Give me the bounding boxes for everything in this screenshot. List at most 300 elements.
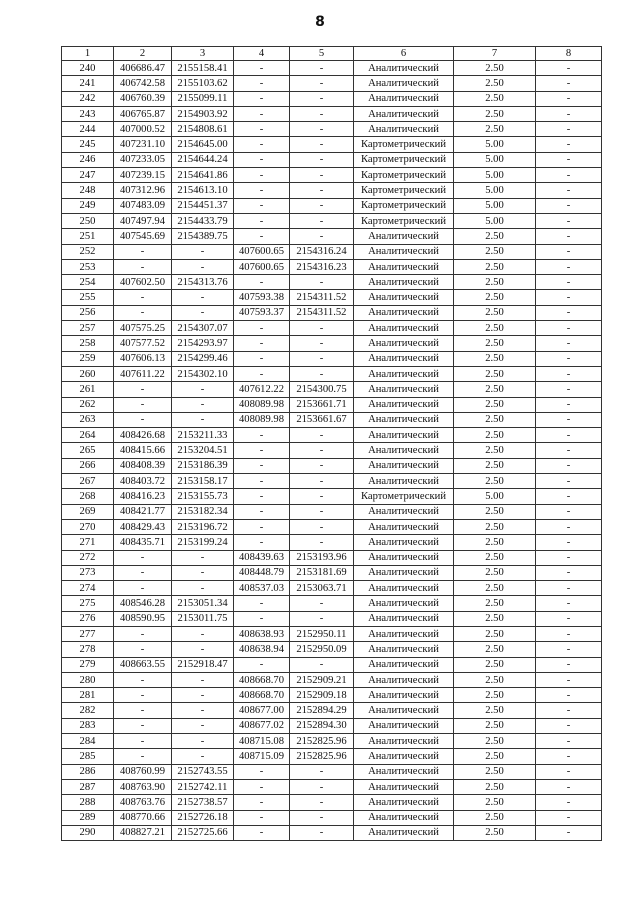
table-cell: 2152726.18	[172, 810, 234, 825]
table-cell: 407602.50	[114, 275, 172, 290]
table-cell: 407593.38	[234, 290, 290, 305]
table-cell: -	[114, 734, 172, 749]
table-cell: 277	[62, 626, 114, 641]
table-cell: -	[172, 565, 234, 580]
table-cell: -	[234, 535, 290, 550]
table-cell: 408770.66	[114, 810, 172, 825]
table-cell: 408439.63	[234, 550, 290, 565]
table-cell: 2.50	[454, 535, 536, 550]
table-row	[62, 259, 602, 274]
table-cell: 2153661.67	[290, 412, 354, 427]
table-cell: Аналитический	[354, 596, 454, 611]
table-cell: 254	[62, 275, 114, 290]
table-cell: -	[536, 535, 602, 550]
table-row	[62, 596, 602, 611]
table-row	[62, 443, 602, 458]
table-cell: 2.50	[454, 519, 536, 534]
table-cell: -	[114, 305, 172, 320]
table-cell: 408715.09	[234, 749, 290, 764]
table-cell: -	[234, 504, 290, 519]
table-row	[62, 504, 602, 519]
table-cell: -	[536, 336, 602, 351]
table-cell: 2.50	[454, 764, 536, 779]
table-row	[62, 565, 602, 580]
table-cell: -	[536, 779, 602, 794]
table-cell: -	[536, 76, 602, 91]
table-cell: -	[234, 795, 290, 810]
table-cell: -	[290, 183, 354, 198]
table-cell: 5.00	[454, 152, 536, 167]
table-cell: -	[536, 275, 602, 290]
table-cell: -	[536, 259, 602, 274]
table-cell: 2153158.17	[172, 474, 234, 489]
table-cell: -	[172, 734, 234, 749]
table-cell: -	[114, 382, 172, 397]
table-cell: -	[114, 565, 172, 580]
table-cell: 243	[62, 106, 114, 121]
table-cell: -	[290, 489, 354, 504]
table-cell: -	[114, 718, 172, 733]
table-cell: -	[114, 397, 172, 412]
table-cell: 2.50	[454, 305, 536, 320]
table-row	[62, 397, 602, 412]
table-cell: 2.50	[454, 504, 536, 519]
table-cell: -	[290, 168, 354, 183]
table-cell: Аналитический	[354, 428, 454, 443]
table-cell: Аналитический	[354, 412, 454, 427]
table-cell: -	[536, 718, 602, 733]
table-cell: -	[536, 137, 602, 152]
table-cell: -	[114, 412, 172, 427]
table-cell: -	[234, 351, 290, 366]
column-header: 5	[290, 47, 354, 61]
table-cell: 2152825.96	[290, 734, 354, 749]
table-cell: 407575.25	[114, 321, 172, 336]
table-cell: 2.50	[454, 244, 536, 259]
table-cell: -	[290, 61, 354, 76]
table-cell: Аналитический	[354, 351, 454, 366]
table-cell: -	[114, 626, 172, 641]
table-row	[62, 61, 602, 76]
table-cell: 2.50	[454, 458, 536, 473]
table-cell: -	[172, 550, 234, 565]
table-cell: -	[172, 688, 234, 703]
table-cell: -	[234, 183, 290, 198]
table-cell: 286	[62, 764, 114, 779]
table-row	[62, 810, 602, 825]
table-cell: -	[114, 688, 172, 703]
table-cell: 407497.94	[114, 213, 172, 228]
table-row	[62, 137, 602, 152]
table-cell: Аналитический	[354, 504, 454, 519]
table-cell: Аналитический	[354, 366, 454, 381]
table-cell: -	[536, 825, 602, 840]
table-cell: -	[290, 106, 354, 121]
table-cell: 2.50	[454, 550, 536, 565]
table-cell: -	[234, 152, 290, 167]
table-cell: 2152950.09	[290, 642, 354, 657]
table-row	[62, 351, 602, 366]
table-cell: -	[234, 213, 290, 228]
table-cell: 271	[62, 535, 114, 550]
table-cell: -	[536, 61, 602, 76]
table-cell: -	[290, 76, 354, 91]
table-cell: -	[234, 519, 290, 534]
table-cell: Аналитический	[354, 611, 454, 626]
table-cell: -	[290, 504, 354, 519]
table-cell: -	[290, 535, 354, 550]
table-cell: -	[172, 626, 234, 641]
table-cell: Картометрический	[354, 183, 454, 198]
table-cell: Аналитический	[354, 458, 454, 473]
table-cell: 251	[62, 229, 114, 244]
table-cell: -	[172, 581, 234, 596]
table-row	[62, 795, 602, 810]
table-cell: -	[536, 810, 602, 825]
table-cell: 275	[62, 596, 114, 611]
table-cell: 408763.76	[114, 795, 172, 810]
table-cell: -	[290, 137, 354, 152]
table-cell: 408403.72	[114, 474, 172, 489]
column-header: 6	[354, 47, 454, 61]
table-cell: -	[234, 428, 290, 443]
table-row	[62, 229, 602, 244]
table-cell: 408668.70	[234, 672, 290, 687]
table-cell: -	[234, 321, 290, 336]
table-cell: Аналитический	[354, 734, 454, 749]
table-row	[62, 672, 602, 687]
table-cell: 408421.77	[114, 504, 172, 519]
table-cell: -	[234, 611, 290, 626]
table-cell: 408089.98	[234, 397, 290, 412]
table-cell: -	[290, 321, 354, 336]
table-cell: 2.50	[454, 688, 536, 703]
table-cell: 2.50	[454, 642, 536, 657]
table-cell: 2.50	[454, 749, 536, 764]
table-cell: -	[290, 611, 354, 626]
table-cell: -	[234, 91, 290, 106]
table-cell: 2152894.29	[290, 703, 354, 718]
table-cell: -	[290, 764, 354, 779]
table-cell: -	[536, 244, 602, 259]
table-cell: 262	[62, 397, 114, 412]
table-cell: 259	[62, 351, 114, 366]
table-cell: Аналитический	[354, 229, 454, 244]
table-cell: Аналитический	[354, 718, 454, 733]
table-cell: 2153181.69	[290, 565, 354, 580]
table-cell: -	[536, 152, 602, 167]
table-cell: 264	[62, 428, 114, 443]
table-cell: 282	[62, 703, 114, 718]
table-cell: 290	[62, 825, 114, 840]
table-cell: 2155158.41	[172, 61, 234, 76]
table-cell: -	[536, 565, 602, 580]
table-cell: 273	[62, 565, 114, 580]
table-cell: 2154313.76	[172, 275, 234, 290]
table-cell: 2.50	[454, 366, 536, 381]
table-cell: 408415.66	[114, 443, 172, 458]
table-cell: 2152950.11	[290, 626, 354, 641]
table-row	[62, 183, 602, 198]
table-cell: -	[114, 290, 172, 305]
table-cell: 248	[62, 183, 114, 198]
table-cell: 407600.65	[234, 259, 290, 274]
table-cell: -	[172, 397, 234, 412]
table-cell: 2.50	[454, 596, 536, 611]
table-cell: -	[536, 688, 602, 703]
table-cell: Аналитический	[354, 688, 454, 703]
table-row	[62, 213, 602, 228]
table-cell: -	[290, 596, 354, 611]
table-cell: 2.50	[454, 626, 536, 641]
table-cell: -	[172, 749, 234, 764]
table-cell: Картометрический	[354, 198, 454, 213]
table-cell: -	[536, 122, 602, 137]
table-cell: -	[536, 611, 602, 626]
table-body	[62, 61, 602, 841]
table-cell: -	[536, 428, 602, 443]
table-cell: 2153196.72	[172, 519, 234, 534]
table-cell: 2154808.61	[172, 122, 234, 137]
table-cell: 407545.69	[114, 229, 172, 244]
table-cell: 407000.52	[114, 122, 172, 137]
table-cell: -	[536, 596, 602, 611]
table-cell: 408663.55	[114, 657, 172, 672]
table-cell: -	[234, 336, 290, 351]
table-cell: 2.50	[454, 321, 536, 336]
table-cell: -	[172, 703, 234, 718]
table-cell: -	[290, 213, 354, 228]
table-cell: -	[290, 657, 354, 672]
table-cell: 2153211.33	[172, 428, 234, 443]
table-cell: 2153661.71	[290, 397, 354, 412]
table-cell: 408677.02	[234, 718, 290, 733]
table-cell: 2.50	[454, 810, 536, 825]
table-cell: -	[290, 336, 354, 351]
table-cell: -	[234, 443, 290, 458]
table-cell: -	[114, 749, 172, 764]
table-cell: -	[234, 825, 290, 840]
table-cell: 407593.37	[234, 305, 290, 320]
table-row	[62, 718, 602, 733]
table-row	[62, 366, 602, 381]
table-cell: Аналитический	[354, 672, 454, 687]
column-header: 1	[62, 47, 114, 61]
page-number: 8	[315, 14, 325, 30]
table-cell: 2154311.52	[290, 305, 354, 320]
table-cell: 285	[62, 749, 114, 764]
table-cell: -	[290, 443, 354, 458]
table-cell: -	[234, 810, 290, 825]
table-cell: 2153204.51	[172, 443, 234, 458]
table-cell: -	[290, 275, 354, 290]
table-cell: 2.50	[454, 734, 536, 749]
table-cell: 2.50	[454, 336, 536, 351]
table-cell: 2.50	[454, 106, 536, 121]
table-cell: -	[290, 428, 354, 443]
table-cell: -	[172, 290, 234, 305]
table-cell: -	[172, 382, 234, 397]
table-cell: -	[290, 198, 354, 213]
table-header-row	[62, 47, 602, 61]
table-row	[62, 550, 602, 565]
table-cell: 289	[62, 810, 114, 825]
table-cell: 2.50	[454, 565, 536, 580]
table-cell: 2154316.23	[290, 259, 354, 274]
table-cell: 2.50	[454, 825, 536, 840]
table-cell: Аналитический	[354, 703, 454, 718]
table-cell: 408546.28	[114, 596, 172, 611]
table-cell: 265	[62, 443, 114, 458]
table-cell: -	[234, 474, 290, 489]
table-cell: 2153011.75	[172, 611, 234, 626]
table-cell: 2.50	[454, 61, 536, 76]
table-cell: 2153182.34	[172, 504, 234, 519]
table-cell: Аналитический	[354, 795, 454, 810]
table-cell: 2.50	[454, 290, 536, 305]
table-cell: 407233.05	[114, 152, 172, 167]
table-cell: 408590.95	[114, 611, 172, 626]
table-row	[62, 275, 602, 290]
table-cell: 2.50	[454, 229, 536, 244]
table-cell: 2.50	[454, 428, 536, 443]
table-row	[62, 106, 602, 121]
table-cell: -	[290, 519, 354, 534]
table-cell: 406742.58	[114, 76, 172, 91]
column-header: 3	[172, 47, 234, 61]
table-cell: Аналитический	[354, 581, 454, 596]
table-cell: 2153051.34	[172, 596, 234, 611]
table-cell: 2154316.24	[290, 244, 354, 259]
table-cell: -	[536, 168, 602, 183]
table-cell: Аналитический	[354, 565, 454, 580]
table-cell: 253	[62, 259, 114, 274]
table-cell: 2.50	[454, 474, 536, 489]
table-cell: Аналитический	[354, 825, 454, 840]
table-cell: -	[536, 213, 602, 228]
table-cell: -	[536, 657, 602, 672]
table-cell: 2.50	[454, 91, 536, 106]
table-cell: -	[172, 244, 234, 259]
table-row	[62, 458, 602, 473]
table-cell: 255	[62, 290, 114, 305]
table-cell: 5.00	[454, 168, 536, 183]
table-cell: -	[234, 779, 290, 794]
table-cell: -	[234, 458, 290, 473]
table-cell: -	[536, 672, 602, 687]
table-row	[62, 581, 602, 596]
table-cell: 2154299.46	[172, 351, 234, 366]
table-cell: Аналитический	[354, 336, 454, 351]
table-cell: 258	[62, 336, 114, 351]
table-cell: 2155099.11	[172, 91, 234, 106]
table-cell: -	[536, 198, 602, 213]
table-cell: 2153063.71	[290, 581, 354, 596]
table-row	[62, 321, 602, 336]
table-row	[62, 336, 602, 351]
table-cell: 268	[62, 489, 114, 504]
table-cell: -	[536, 229, 602, 244]
table-cell: 2.50	[454, 703, 536, 718]
table-cell: -	[172, 305, 234, 320]
table-cell: 2.50	[454, 795, 536, 810]
table-cell: 2154389.75	[172, 229, 234, 244]
table-cell: -	[290, 229, 354, 244]
table-cell: 2153186.39	[172, 458, 234, 473]
table-cell: 407239.15	[114, 168, 172, 183]
table-cell: 276	[62, 611, 114, 626]
table-cell: -	[290, 795, 354, 810]
table-cell: 2.50	[454, 76, 536, 91]
table-cell: -	[290, 366, 354, 381]
table-cell: 2154300.75	[290, 382, 354, 397]
table-cell: Аналитический	[354, 474, 454, 489]
table-cell: 2153199.24	[172, 535, 234, 550]
table-cell: -	[536, 795, 602, 810]
table-cell: 408435.71	[114, 535, 172, 550]
table-cell: 407312.96	[114, 183, 172, 198]
table-cell: Картометрический	[354, 489, 454, 504]
column-header: 7	[454, 47, 536, 61]
table-cell: Аналитический	[354, 91, 454, 106]
table-cell: Аналитический	[354, 626, 454, 641]
table-row	[62, 290, 602, 305]
table-cell: 250	[62, 213, 114, 228]
table-cell: -	[114, 581, 172, 596]
table-cell: 2.50	[454, 275, 536, 290]
table-cell: 407231.10	[114, 137, 172, 152]
table-row	[62, 611, 602, 626]
table-cell: 5.00	[454, 198, 536, 213]
table-cell: -	[536, 642, 602, 657]
table-cell: -	[172, 718, 234, 733]
table-cell: 5.00	[454, 183, 536, 198]
column-header: 2	[114, 47, 172, 61]
coordinates-table	[61, 46, 602, 841]
table-cell: Картометрический	[354, 213, 454, 228]
table-cell: 2.50	[454, 259, 536, 274]
table-cell: 245	[62, 137, 114, 152]
table-cell: -	[234, 61, 290, 76]
table-cell: 2152909.21	[290, 672, 354, 687]
table-cell: 272	[62, 550, 114, 565]
table-cell: 408638.94	[234, 642, 290, 657]
table-cell: -	[536, 489, 602, 504]
table-cell: -	[290, 152, 354, 167]
table-cell: -	[114, 259, 172, 274]
table-cell: -	[536, 106, 602, 121]
table-row	[62, 657, 602, 672]
table-cell: Аналитический	[354, 535, 454, 550]
table-row	[62, 91, 602, 106]
table-cell: 2152918.47	[172, 657, 234, 672]
table-cell: Аналитический	[354, 764, 454, 779]
table-cell: 283	[62, 718, 114, 733]
table-cell: -	[290, 825, 354, 840]
table-cell: 407600.65	[234, 244, 290, 259]
table-cell: 244	[62, 122, 114, 137]
table-cell: 287	[62, 779, 114, 794]
table-cell: Аналитический	[354, 259, 454, 274]
table-cell: 2154451.37	[172, 198, 234, 213]
table-cell: 408760.99	[114, 764, 172, 779]
table-cell: -	[172, 672, 234, 687]
table-row	[62, 428, 602, 443]
table-cell: 2155103.62	[172, 76, 234, 91]
table-cell: 249	[62, 198, 114, 213]
table-cell: Аналитический	[354, 61, 454, 76]
table-cell: -	[114, 703, 172, 718]
